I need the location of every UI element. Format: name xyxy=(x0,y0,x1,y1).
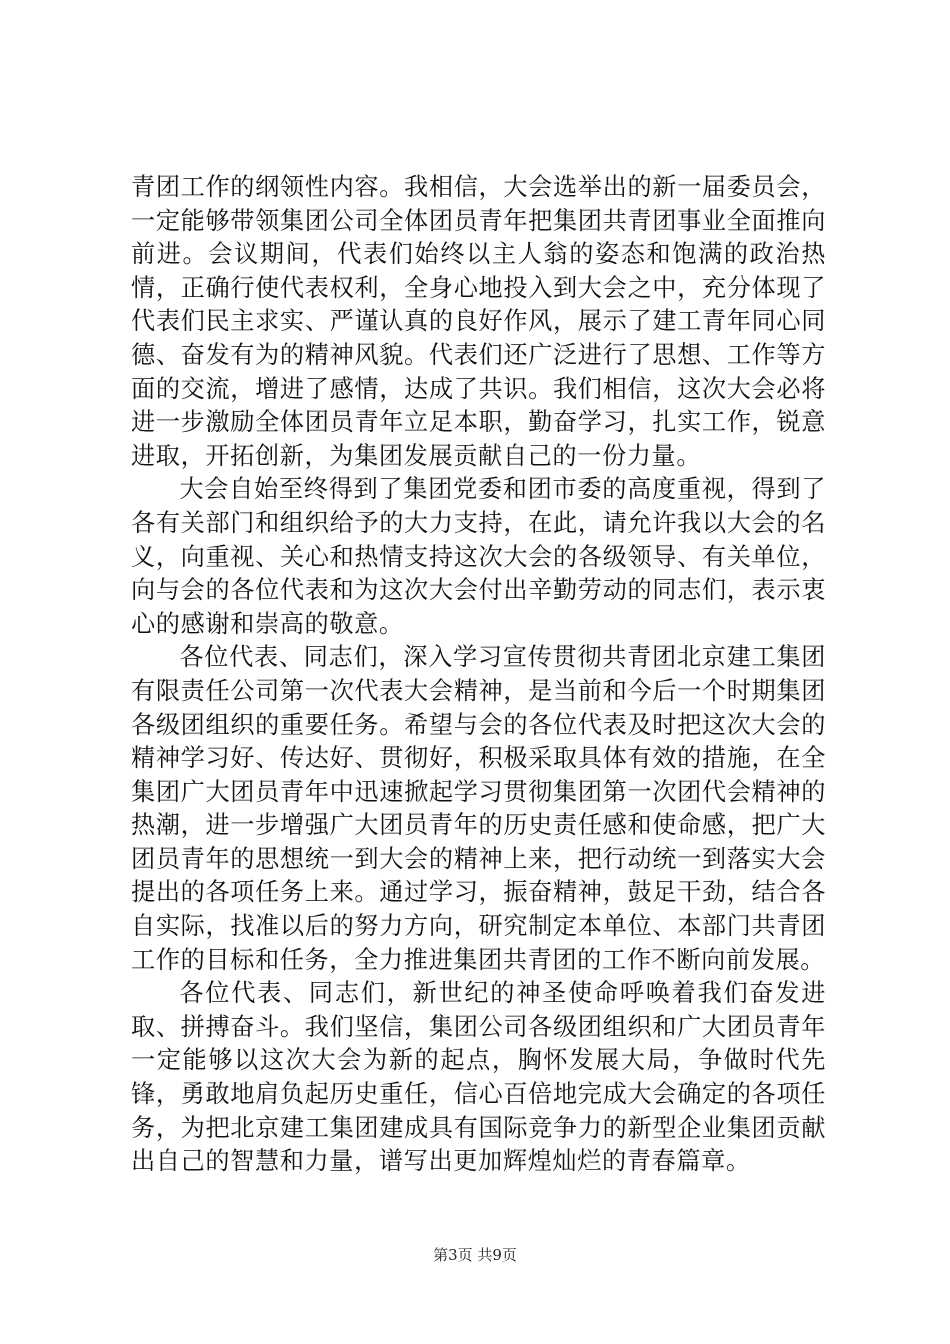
paragraph-3: 各位代表、同志们，深入学习宣传贯彻共青团北京建工集团有限责任公司第一次代表大会精神，是当前和今后一个时期集团各级团组织的重要任务。希望与会的各位代表及时把这次大会的精神学习好、传达好、贯彻好，积极采取具体有效的措施，在全集团广大团员青年中迅速掀起学习贯彻集团第一次团代会精神的热潮，进一步增强广大团员青年的历史责任感和使命感，把广大团员青年的思想统一到大会的精神上来，把行动统一到落实大会提出的各项任务上来。通过学习，振奋精神，鼓足干劲，结合各自实际，找准以后的努力方向，研究制定本单位、本部门共青团工作的目标和任务，全力推进集团共青团的工作不断向前发展。 xyxy=(131,643,826,974)
paragraph-2: 大会自始至终得到了集团党委和团市委的高度重视，得到了各有关部门和组织给予的大力支持，在此，请允许我以大会的名义，向重视、关心和热情支持这次大会的各级领导、有关单位，向与会的各位代表和为这次大会付出辛勤劳动的同志们，表示衷心的感谢和崇高的敬意。 xyxy=(131,475,826,638)
paragraph-4: 各位代表、同志们，新世纪的神圣使命呼唤着我们奋发进取、拼搏奋斗。我们坚信，集团公司各级团组织和广大团员青年一定能够以这次大会为新的起点，胸怀发展大局，争做时代先锋，勇敢地肩负起历史重任，信心百倍地完成大会确定的各项任务，为把北京建工集团建成具有国际竞争力的新型企业集团贡献出自己的智慧和力量，谱写出更加辉煌灿烂的青春篇章。 xyxy=(131,979,826,1176)
paragraph-1: 青团工作的纲领性内容。我相信，大会选举出的新一届委员会，一定能够带领集团公司全体团员青年把集团共青团事业全面推向前进。会议期间，代表们始终以主人翁的姿态和饱满的政治热情，正确行使代表权利，全身心地投入到大会之中，充分体现了代表们民主求实、严谨认真的良好作风，展示了建工青年同心同德、奋发有为的精神风貌。代表们还广泛进行了思想、工作等方面的交流，增进了感情，达成了共识。我们相信，这次大会必将进一步激励全体团员青年立足本职，勤奋学习，扎实工作，锐意进取，开拓创新，为集团发展贡献自己的一份力量。 xyxy=(131,173,826,470)
page-number-footer: 第3页 共9页 xyxy=(433,1246,517,1264)
document-body xyxy=(131,171,826,1179)
